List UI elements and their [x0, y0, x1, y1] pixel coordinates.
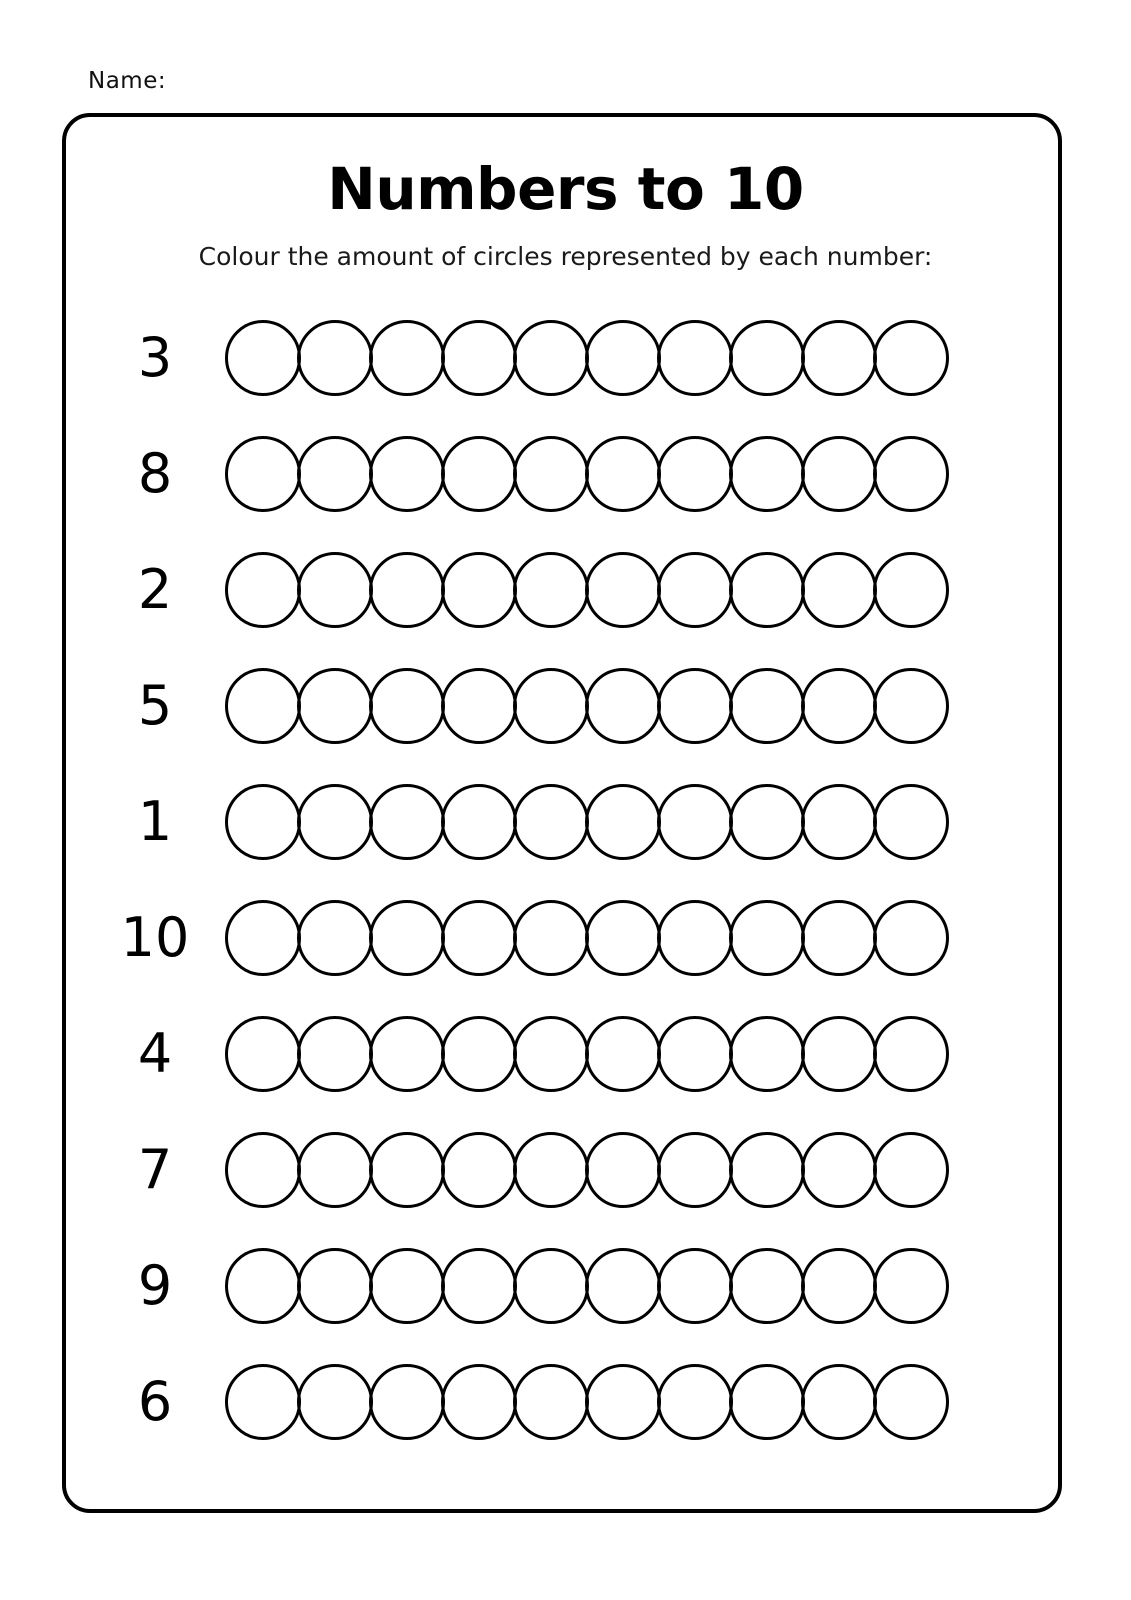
- circle-group: [225, 1364, 949, 1440]
- colourable-circle[interactable]: [657, 1248, 733, 1324]
- colourable-circle[interactable]: [297, 900, 373, 976]
- colourable-circle[interactable]: [585, 668, 661, 744]
- colourable-circle[interactable]: [513, 900, 589, 976]
- colourable-circle[interactable]: [801, 784, 877, 860]
- row-number: 1: [137, 790, 173, 853]
- colourable-circle[interactable]: [657, 1364, 733, 1440]
- instructions-text: Colour the amount of circles represented by each number:: [198, 242, 933, 271]
- colourable-circle[interactable]: [369, 1016, 445, 1092]
- colourable-circle[interactable]: [441, 900, 517, 976]
- colourable-circle[interactable]: [297, 1364, 373, 1440]
- circle-group: [225, 552, 949, 628]
- colourable-circle[interactable]: [585, 552, 661, 628]
- colourable-circle[interactable]: [657, 1132, 733, 1208]
- colourable-circle[interactable]: [585, 1016, 661, 1092]
- worksheet-row: [95, 764, 1015, 880]
- circle-group: [225, 784, 949, 860]
- colourable-circle[interactable]: [441, 1016, 517, 1092]
- colourable-circle[interactable]: [657, 436, 733, 512]
- worksheet-row: [95, 300, 1015, 416]
- colourable-circle[interactable]: [369, 436, 445, 512]
- colourable-circle[interactable]: [729, 784, 805, 860]
- colourable-circle[interactable]: [297, 320, 373, 396]
- colourable-circle[interactable]: [513, 668, 589, 744]
- colourable-circle[interactable]: [369, 900, 445, 976]
- colourable-circle[interactable]: [873, 1016, 949, 1092]
- colourable-circle[interactable]: [441, 784, 517, 860]
- circle-group: [225, 668, 949, 744]
- colourable-circle[interactable]: [225, 1016, 301, 1092]
- colourable-circle[interactable]: [585, 1132, 661, 1208]
- colourable-circle[interactable]: [297, 552, 373, 628]
- colourable-circle[interactable]: [225, 668, 301, 744]
- worksheet-row: [95, 416, 1015, 532]
- colourable-circle[interactable]: [297, 436, 373, 512]
- colourable-circle[interactable]: [729, 1364, 805, 1440]
- colourable-circle[interactable]: [513, 1248, 589, 1324]
- colourable-circle[interactable]: [585, 436, 661, 512]
- colourable-circle[interactable]: [369, 1248, 445, 1324]
- worksheet-row: [95, 880, 1015, 996]
- colourable-circle[interactable]: [585, 1248, 661, 1324]
- colourable-circle[interactable]: [729, 900, 805, 976]
- row-number: 4: [137, 1022, 173, 1085]
- circle-group: [225, 1248, 949, 1324]
- colourable-circle[interactable]: [369, 784, 445, 860]
- worksheet-row: [95, 532, 1015, 648]
- colourable-circle[interactable]: [297, 668, 373, 744]
- colourable-circle[interactable]: [225, 784, 301, 860]
- circle-group: [225, 1016, 949, 1092]
- colourable-circle[interactable]: [657, 784, 733, 860]
- worksheet-row: [95, 648, 1015, 764]
- colourable-circle[interactable]: [225, 320, 301, 396]
- colourable-circle[interactable]: [801, 552, 877, 628]
- colourable-circle[interactable]: [729, 668, 805, 744]
- colourable-circle[interactable]: [513, 436, 589, 512]
- colourable-circle[interactable]: [801, 1248, 877, 1324]
- colourable-circle[interactable]: [513, 1364, 589, 1440]
- colourable-circle[interactable]: [801, 1132, 877, 1208]
- colourable-circle[interactable]: [657, 1016, 733, 1092]
- colourable-circle[interactable]: [225, 1248, 301, 1324]
- colourable-circle[interactable]: [297, 1016, 373, 1092]
- colourable-circle[interactable]: [441, 320, 517, 396]
- colourable-circle[interactable]: [369, 552, 445, 628]
- colourable-circle[interactable]: [441, 1364, 517, 1440]
- circle-group: [225, 1132, 949, 1208]
- colourable-circle[interactable]: [873, 1132, 949, 1208]
- colourable-circle[interactable]: [729, 552, 805, 628]
- colourable-circle[interactable]: [729, 320, 805, 396]
- row-number: 3: [137, 326, 173, 389]
- colourable-circle[interactable]: [441, 668, 517, 744]
- worksheet-row: [95, 1344, 1015, 1460]
- colourable-circle[interactable]: [729, 1248, 805, 1324]
- row-number: 2: [137, 558, 173, 621]
- colourable-circle[interactable]: [225, 1132, 301, 1208]
- colourable-circle[interactable]: [873, 668, 949, 744]
- colourable-circle[interactable]: [801, 668, 877, 744]
- colourable-circle[interactable]: [297, 1132, 373, 1208]
- circle-group: [225, 320, 949, 396]
- colourable-circle[interactable]: [657, 552, 733, 628]
- colourable-circle[interactable]: [873, 320, 949, 396]
- worksheet-rows: [95, 300, 1015, 1460]
- colourable-circle[interactable]: [369, 1364, 445, 1440]
- worksheet-row: [95, 996, 1015, 1112]
- colourable-circle[interactable]: [225, 436, 301, 512]
- row-number: 10: [120, 906, 190, 969]
- colourable-circle[interactable]: [369, 320, 445, 396]
- colourable-circle[interactable]: [585, 900, 661, 976]
- colourable-circle[interactable]: [297, 1248, 373, 1324]
- colourable-circle[interactable]: [873, 552, 949, 628]
- colourable-circle[interactable]: [873, 784, 949, 860]
- colourable-circle[interactable]: [585, 1364, 661, 1440]
- colourable-circle[interactable]: [873, 1248, 949, 1324]
- colourable-circle[interactable]: [657, 668, 733, 744]
- worksheet-row: [95, 1112, 1015, 1228]
- row-number: 8: [137, 442, 173, 505]
- circle-group: [225, 900, 949, 976]
- row-number: 7: [137, 1138, 173, 1201]
- colourable-circle[interactable]: [873, 1364, 949, 1440]
- colourable-circle[interactable]: [513, 1132, 589, 1208]
- circle-group: [225, 436, 949, 512]
- colourable-circle[interactable]: [513, 784, 589, 860]
- worksheet-row: [95, 1228, 1015, 1344]
- name-label: Name:: [88, 68, 167, 94]
- colourable-circle[interactable]: [225, 900, 301, 976]
- colourable-circle[interactable]: [369, 1132, 445, 1208]
- colourable-circle[interactable]: [873, 900, 949, 976]
- colourable-circle[interactable]: [513, 320, 589, 396]
- colourable-circle[interactable]: [225, 552, 301, 628]
- colourable-circle[interactable]: [657, 900, 733, 976]
- colourable-circle[interactable]: [225, 1364, 301, 1440]
- colourable-circle[interactable]: [873, 436, 949, 512]
- colourable-circle[interactable]: [729, 1132, 805, 1208]
- colourable-circle[interactable]: [801, 900, 877, 976]
- colourable-circle[interactable]: [513, 552, 589, 628]
- colourable-circle[interactable]: [585, 784, 661, 860]
- row-number: 9: [137, 1254, 173, 1317]
- colourable-circle[interactable]: [441, 1248, 517, 1324]
- colourable-circle[interactable]: [585, 320, 661, 396]
- colourable-circle[interactable]: [801, 1016, 877, 1092]
- colourable-circle[interactable]: [729, 436, 805, 512]
- colourable-circle[interactable]: [513, 1016, 589, 1092]
- colourable-circle[interactable]: [297, 784, 373, 860]
- colourable-circle[interactable]: [441, 1132, 517, 1208]
- colourable-circle[interactable]: [441, 436, 517, 512]
- colourable-circle[interactable]: [801, 320, 877, 396]
- colourable-circle[interactable]: [441, 552, 517, 628]
- colourable-circle[interactable]: [657, 320, 733, 396]
- colourable-circle[interactable]: [729, 1016, 805, 1092]
- colourable-circle[interactable]: [801, 436, 877, 512]
- page-title: Numbers to 10: [327, 155, 804, 223]
- colourable-circle[interactable]: [369, 668, 445, 744]
- row-number: 6: [137, 1370, 173, 1433]
- row-number: 5: [137, 674, 173, 737]
- colourable-circle[interactable]: [801, 1364, 877, 1440]
